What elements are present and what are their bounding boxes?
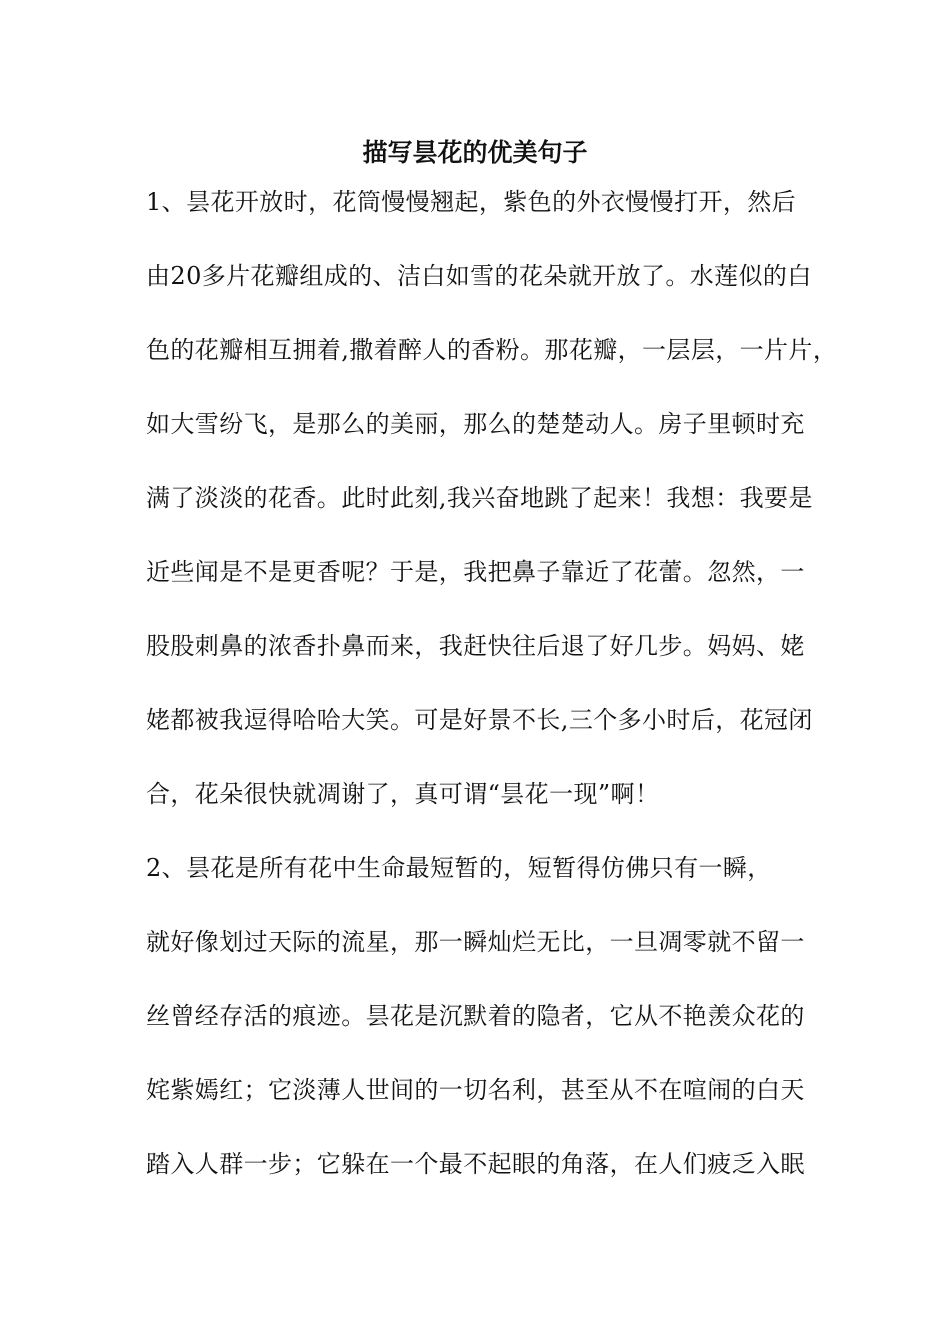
body-line: 由20多片花瓣组成的、洁白如雪的花朵就开放了。水莲似的白: [146, 262, 812, 290]
body-line: 股股刺鼻的浓香扑鼻而来，我赶快往后退了好几步。妈妈、姥: [146, 632, 805, 660]
body-line: 色的花瓣相互拥着,撒着醉人的香粉。那花瓣，一层层，一片片，: [146, 336, 838, 364]
body-line: 近些闻是不是更香呢？于是，我把鼻子靠近了花蕾。忽然，一: [146, 558, 805, 586]
body-line: 2、昙花是所有花中生命最短暂的，短暂得仿佛只有一瞬，: [146, 854, 772, 882]
body-line: 姥都被我逗得哈哈大笑。可是好景不长,三个多小时后，花冠闭: [146, 706, 813, 734]
body-line: 1、昙花开放时，花筒慢慢翘起，紫色的外衣慢慢打开，然后: [146, 188, 797, 216]
body-line: 就好像划过天际的流星，那一瞬灿烂无比，一旦凋零就不留一: [146, 928, 805, 956]
document-title: 描写昙花的优美句子: [362, 138, 588, 167]
body-line: 满了淡淡的花香。此时此刻,我兴奋地跳了起来！我想：我要是: [146, 484, 813, 512]
body-line: 姹紫嫣红；它淡薄人世间的一切名利，甚至从不在喧闹的白天: [146, 1076, 805, 1104]
body-line: 合，花朵很快就凋谢了，真可谓“昙花一现”啊！: [146, 780, 660, 808]
body-line: 踏入人群一步；它躲在一个最不起眼的角落，在人们疲乏入眠: [146, 1150, 805, 1178]
body-line: 丝曾经存活的痕迹。昙花是沉默着的隐者，它从不艳羡众花的: [146, 1002, 805, 1030]
body-line: 如大雪纷飞，是那么的美丽，那么的楚楚动人。房子里顿时充: [146, 410, 805, 438]
